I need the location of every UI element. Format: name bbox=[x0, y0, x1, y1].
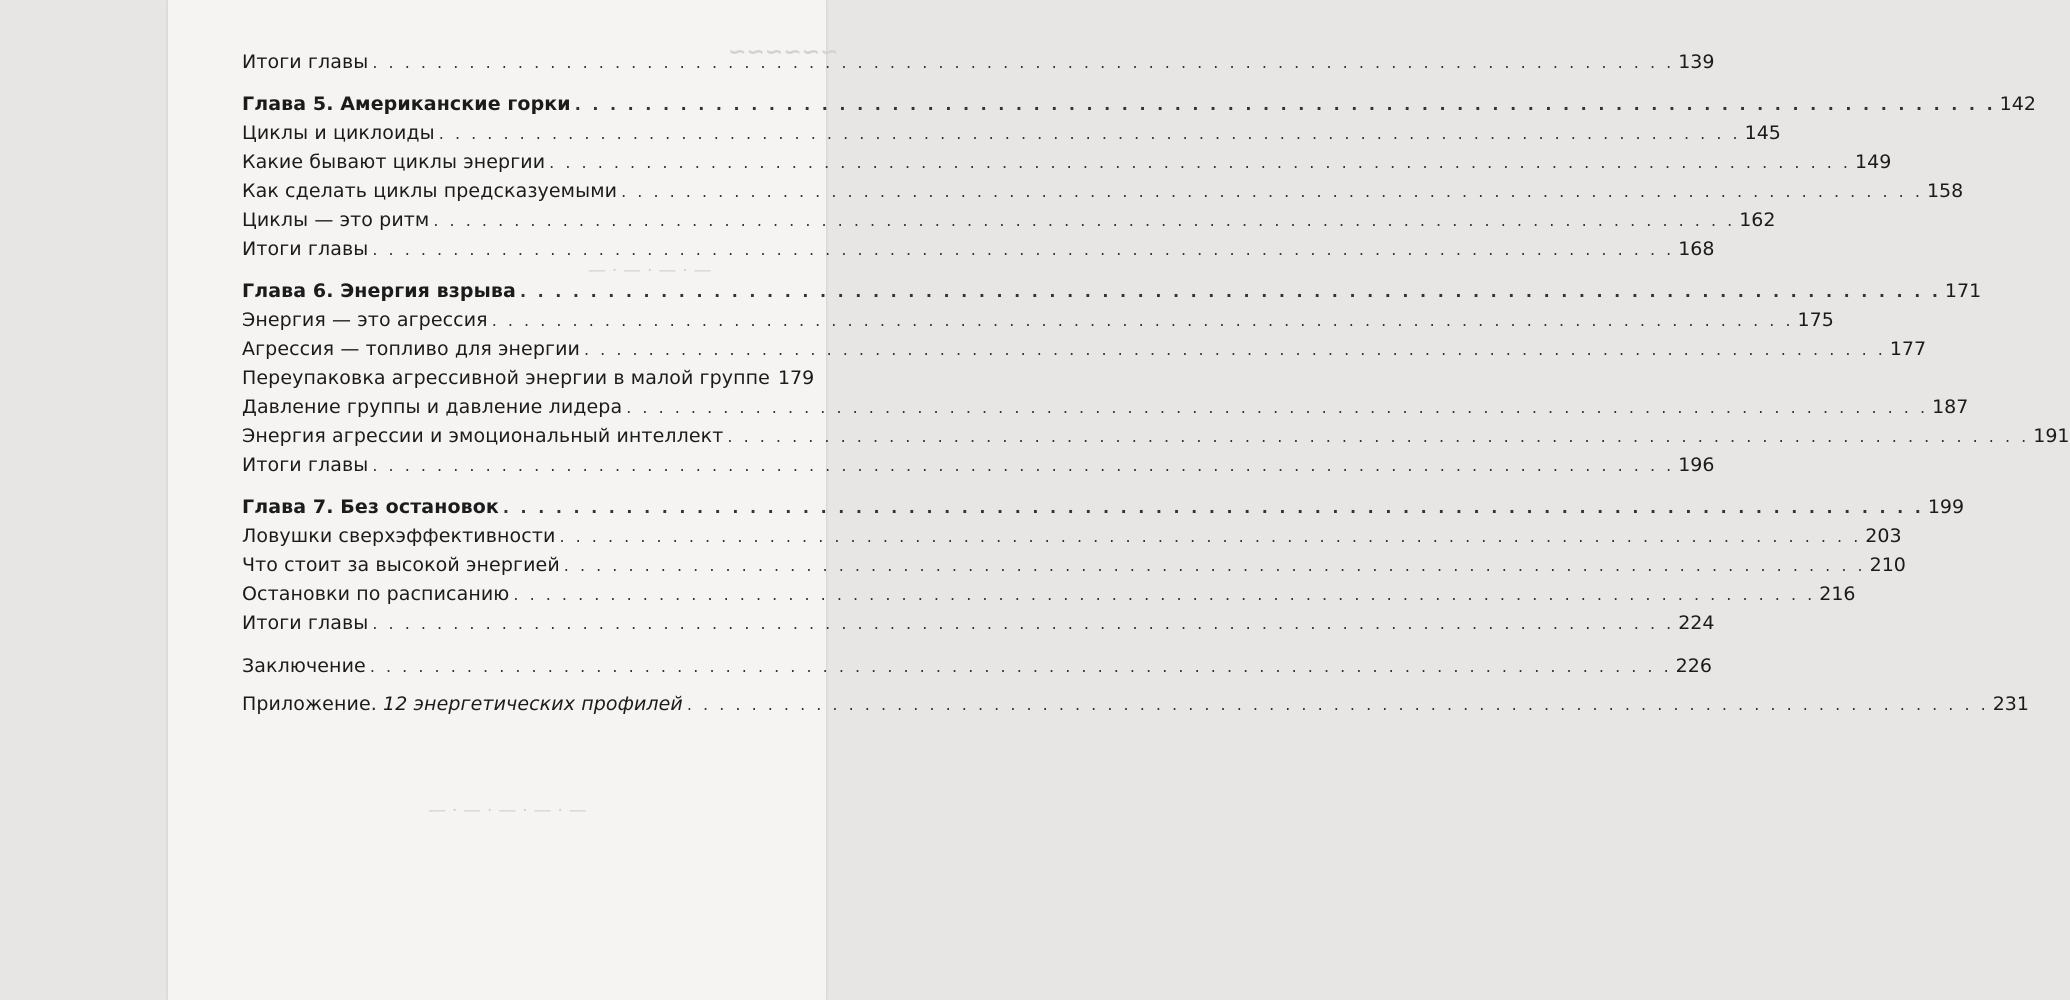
toc-entry-title-text: Итоги главы bbox=[242, 51, 369, 73]
toc-entry bbox=[242, 307, 1834, 333]
toc-entry-title-text: Переупаковка агрессивной энергии в малой группе bbox=[242, 367, 770, 389]
toc-chapter-entry bbox=[242, 91, 2036, 117]
toc-entry-title bbox=[242, 552, 560, 578]
toc-entry-title bbox=[242, 691, 683, 717]
toc-page-number: 171 bbox=[1944, 280, 1982, 302]
toc-entry-title bbox=[242, 452, 368, 478]
dot-leader bbox=[503, 495, 1924, 521]
toc-entry-title bbox=[242, 523, 555, 549]
toc-page-number: 226 bbox=[1675, 655, 1712, 677]
toc-page-number: 149 bbox=[1855, 151, 1892, 173]
toc-page-number: 142 bbox=[1999, 93, 2036, 115]
toc-entry-title bbox=[242, 581, 509, 607]
toc-entry-title bbox=[242, 278, 516, 304]
toc-page-number: 175 bbox=[1797, 309, 1834, 331]
toc-page-number: 199 bbox=[1927, 496, 1965, 518]
toc-entry bbox=[242, 581, 1856, 607]
toc-entry bbox=[242, 49, 1715, 75]
toc-entry-title-text: Циклы — это ритм bbox=[242, 209, 430, 231]
toc-entry bbox=[242, 120, 1781, 146]
toc-entry-title bbox=[242, 365, 770, 391]
toc-chapter-entry bbox=[242, 494, 1965, 520]
toc-entry-title-text: Итоги главы bbox=[242, 612, 369, 634]
toc-entry-title bbox=[242, 423, 723, 449]
toc-entry-title bbox=[242, 610, 368, 636]
toc-chapter-entry bbox=[242, 278, 1982, 304]
dot-leader bbox=[492, 308, 1794, 334]
toc-entry-title-text: Заключение bbox=[242, 655, 366, 677]
toc-entry-title-text: Циклы и циклоиды bbox=[242, 122, 435, 144]
toc-entry bbox=[242, 552, 1906, 578]
toc-page-number: 158 bbox=[1926, 180, 1964, 202]
toc-entry-title-text: Приложение. bbox=[242, 693, 377, 715]
toc-entry-title bbox=[242, 494, 499, 520]
toc-page-number: 162 bbox=[1739, 209, 1776, 231]
toc-entry-title bbox=[242, 307, 488, 333]
toc-page-number: 216 bbox=[1819, 583, 1856, 605]
toc-page-number: 196 bbox=[1678, 454, 1715, 476]
dot-leader bbox=[372, 237, 1674, 263]
toc-entry-title-text: Глава 7. Без остановок bbox=[242, 496, 499, 518]
toc-entry bbox=[242, 236, 1715, 262]
toc-entry bbox=[242, 336, 1927, 362]
toc-page-number: 168 bbox=[1678, 238, 1715, 260]
toc-entry bbox=[242, 207, 1776, 233]
toc-entry-title-text: Итоги главы bbox=[242, 238, 369, 260]
show-through-texture: — · — · — · — · — bbox=[428, 800, 587, 821]
toc-page-number: 145 bbox=[1744, 122, 1781, 144]
dot-leader bbox=[372, 50, 1674, 76]
show-through-texture: — · — · — · — bbox=[588, 260, 712, 281]
toc-entry-title-text: Остановки по расписанию bbox=[242, 583, 510, 605]
dot-leader bbox=[584, 337, 1886, 363]
toc-page-number: 203 bbox=[1865, 525, 1902, 547]
toc-entry bbox=[242, 365, 815, 391]
dot-leader bbox=[626, 395, 1928, 421]
toc-entry-title bbox=[242, 653, 366, 679]
toc-page-number: 187 bbox=[1932, 396, 1969, 418]
dot-leader bbox=[575, 92, 1996, 118]
toc-entry-title bbox=[242, 207, 429, 233]
toc-entry-title-text: Какие бывают циклы энергии bbox=[242, 151, 546, 173]
dot-leader bbox=[564, 553, 1866, 579]
toc-entry bbox=[242, 423, 2070, 449]
toc-entry-title bbox=[242, 394, 622, 420]
dot-leader bbox=[439, 121, 1741, 147]
toc-entry-title-text: Итоги главы bbox=[242, 454, 369, 476]
toc-entry bbox=[242, 394, 1969, 420]
toc-entry-title-text: Глава 6. Энергия взрыва bbox=[242, 280, 516, 302]
dot-leader bbox=[520, 279, 1941, 305]
toc-page-number: 139 bbox=[1678, 51, 1715, 73]
toc-entry-title bbox=[242, 149, 545, 175]
toc-entry-title-text: Энергия агрессии и эмоциональный интеллект bbox=[242, 425, 724, 447]
toc-entry-title-text: Агрессия — топливо для энергии bbox=[242, 338, 580, 360]
toc-page-number: 210 bbox=[1869, 554, 1906, 576]
toc-page-number: 177 bbox=[1889, 338, 1927, 360]
dot-leader bbox=[372, 611, 1674, 637]
toc-entry bbox=[242, 452, 1715, 478]
toc-entry-title bbox=[242, 91, 571, 117]
toc-entry-title bbox=[242, 120, 435, 146]
toc-entry-title bbox=[242, 49, 368, 75]
dot-leader bbox=[559, 524, 1861, 550]
toc-entry-subtitle: 12 энергетических профилей bbox=[383, 693, 683, 715]
toc-entry-title-text: Энергия — это агрессия bbox=[242, 309, 488, 331]
toc-entry-title-text: Давление группы и давление лидера bbox=[242, 396, 623, 418]
toc-entry bbox=[242, 523, 1902, 549]
toc-entry-title-text: Как сделать циклы предсказуемыми bbox=[242, 180, 618, 202]
toc-entry bbox=[242, 691, 2029, 717]
dot-leader bbox=[372, 453, 1674, 479]
toc-entry-title bbox=[242, 336, 580, 362]
toc-entry-title-text: Что стоит за высокой энергией bbox=[242, 554, 560, 576]
toc-entry-title bbox=[242, 236, 368, 262]
toc-page-number: 231 bbox=[1992, 693, 2029, 715]
toc-entry bbox=[242, 178, 1964, 204]
toc-entry-title-text: Глава 5. Американские горки bbox=[242, 93, 571, 115]
toc-page-number: 191 bbox=[2033, 425, 2070, 447]
toc-entry bbox=[242, 653, 1712, 679]
toc-entry-title bbox=[242, 178, 617, 204]
dot-leader bbox=[727, 424, 2029, 450]
dot-leader bbox=[549, 150, 1851, 176]
toc-entry bbox=[242, 149, 1892, 175]
toc-entry-title-text: Ловушки сверхэффективности bbox=[242, 525, 556, 547]
toc-page-number: 224 bbox=[1678, 612, 1715, 634]
show-through-texture: ~~~~~~ bbox=[728, 40, 839, 65]
dot-leader bbox=[621, 179, 1923, 205]
dot-leader bbox=[370, 654, 1672, 680]
toc-entry bbox=[242, 610, 1715, 636]
toc-page-number: 179 bbox=[777, 367, 815, 389]
dot-leader bbox=[433, 208, 1735, 234]
dot-leader bbox=[687, 692, 1989, 718]
dot-leader bbox=[513, 582, 1815, 608]
